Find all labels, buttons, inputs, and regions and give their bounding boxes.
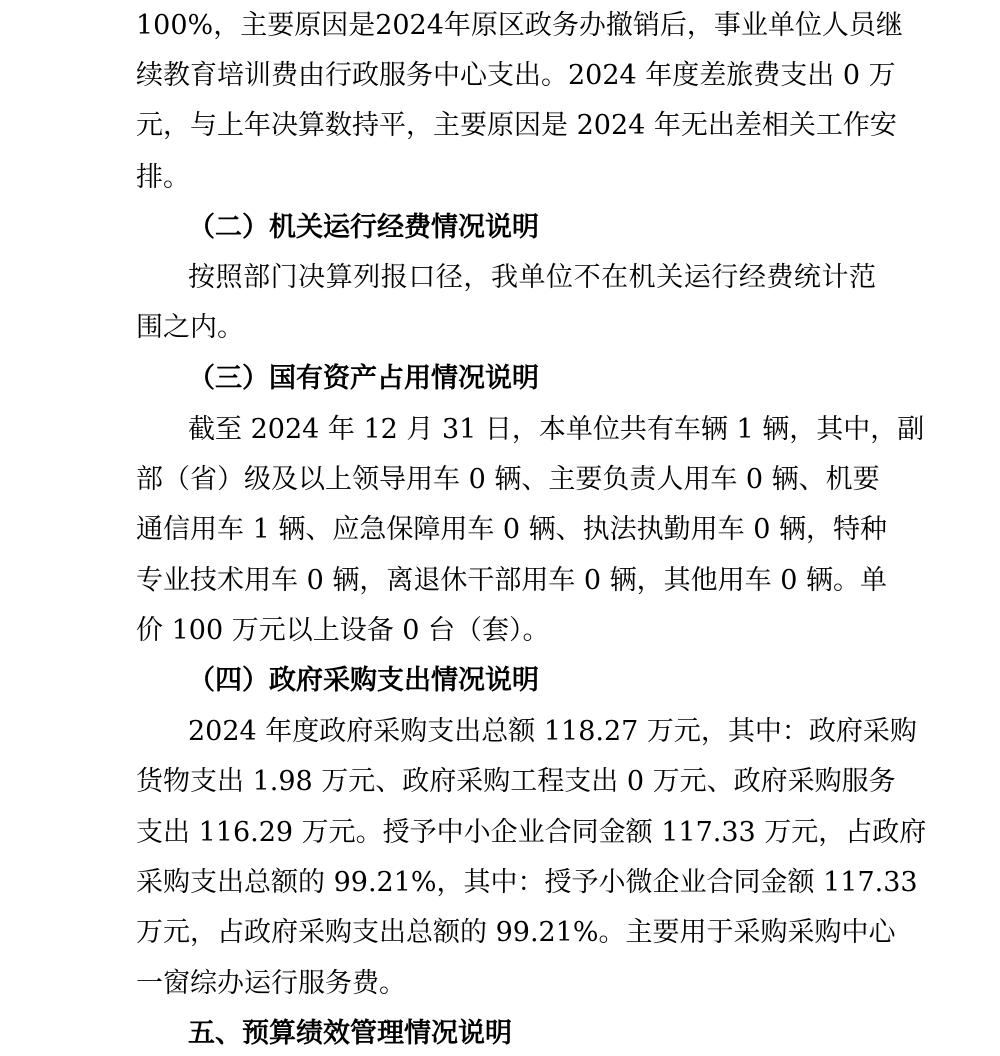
paragraph-line: 按照部门决算列报口径，我单位不在机关运行经费统计范 (188, 262, 876, 293)
paragraph-line: 采购支出总额的 99.21%，其中：授予小微企业合同金额 117.33 (136, 867, 918, 898)
paragraph-line: 一窗综办运行服务费。 (136, 968, 406, 999)
paragraph-line: 续教育培训费由行政服务中心支出。2024 年度差旅费支出 0 万 (136, 60, 896, 91)
paragraph-line: 价 100 万元以上设备 0 台（套）。 (136, 615, 550, 646)
paragraph-line: 万元，占政府采购支出总额的 99.21%。主要用于采购采购中心 (136, 917, 896, 948)
section-heading-government-procurement: （四）政府采购支出情况说明 (188, 665, 539, 696)
paragraph-line: 截至 2024 年 12 月 31 日，本单位共有车辆 1 辆，其中，副 (188, 414, 925, 445)
paragraph-line: 排。 (136, 162, 190, 193)
paragraph-line: 围之内。 (136, 312, 244, 343)
section-heading-operating-funds: （二）机关运行经费情况说明 (188, 212, 539, 243)
paragraph-line: 专业技术用车 0 辆，离退休干部用车 0 辆，其他用车 0 辆。单 (136, 565, 888, 596)
paragraph-line: 100%，主要原因是2024年原区政务办撤销后，事业单位人员继 (136, 10, 903, 41)
paragraph-line: 支出 116.29 万元。授予中小企业合同金额 117.33 万元，占政府 (136, 817, 927, 848)
paragraph-line: 部（省）级及以上领导用车 0 辆、主要负责人用车 0 辆、机要 (136, 464, 880, 495)
paragraph-line: 元，与上年决算数持平，主要原因是 2024 年无出差相关工作安 (136, 110, 897, 141)
section-heading-budget-performance: 五、预算绩效管理情况说明 (188, 1018, 512, 1049)
paragraph-line: 货物支出 1.98 万元、政府采购工程支出 0 万元、政府采购服务 (136, 766, 896, 797)
paragraph-line: 2024 年度政府采购支出总额 118.27 万元，其中：政府采购 (188, 716, 917, 747)
paragraph-line: 通信用车 1 辆、应急保障用车 0 辆、执法执勤用车 0 辆，特种 (136, 514, 888, 545)
section-heading-state-assets: （三）国有资产占用情况说明 (188, 363, 539, 394)
